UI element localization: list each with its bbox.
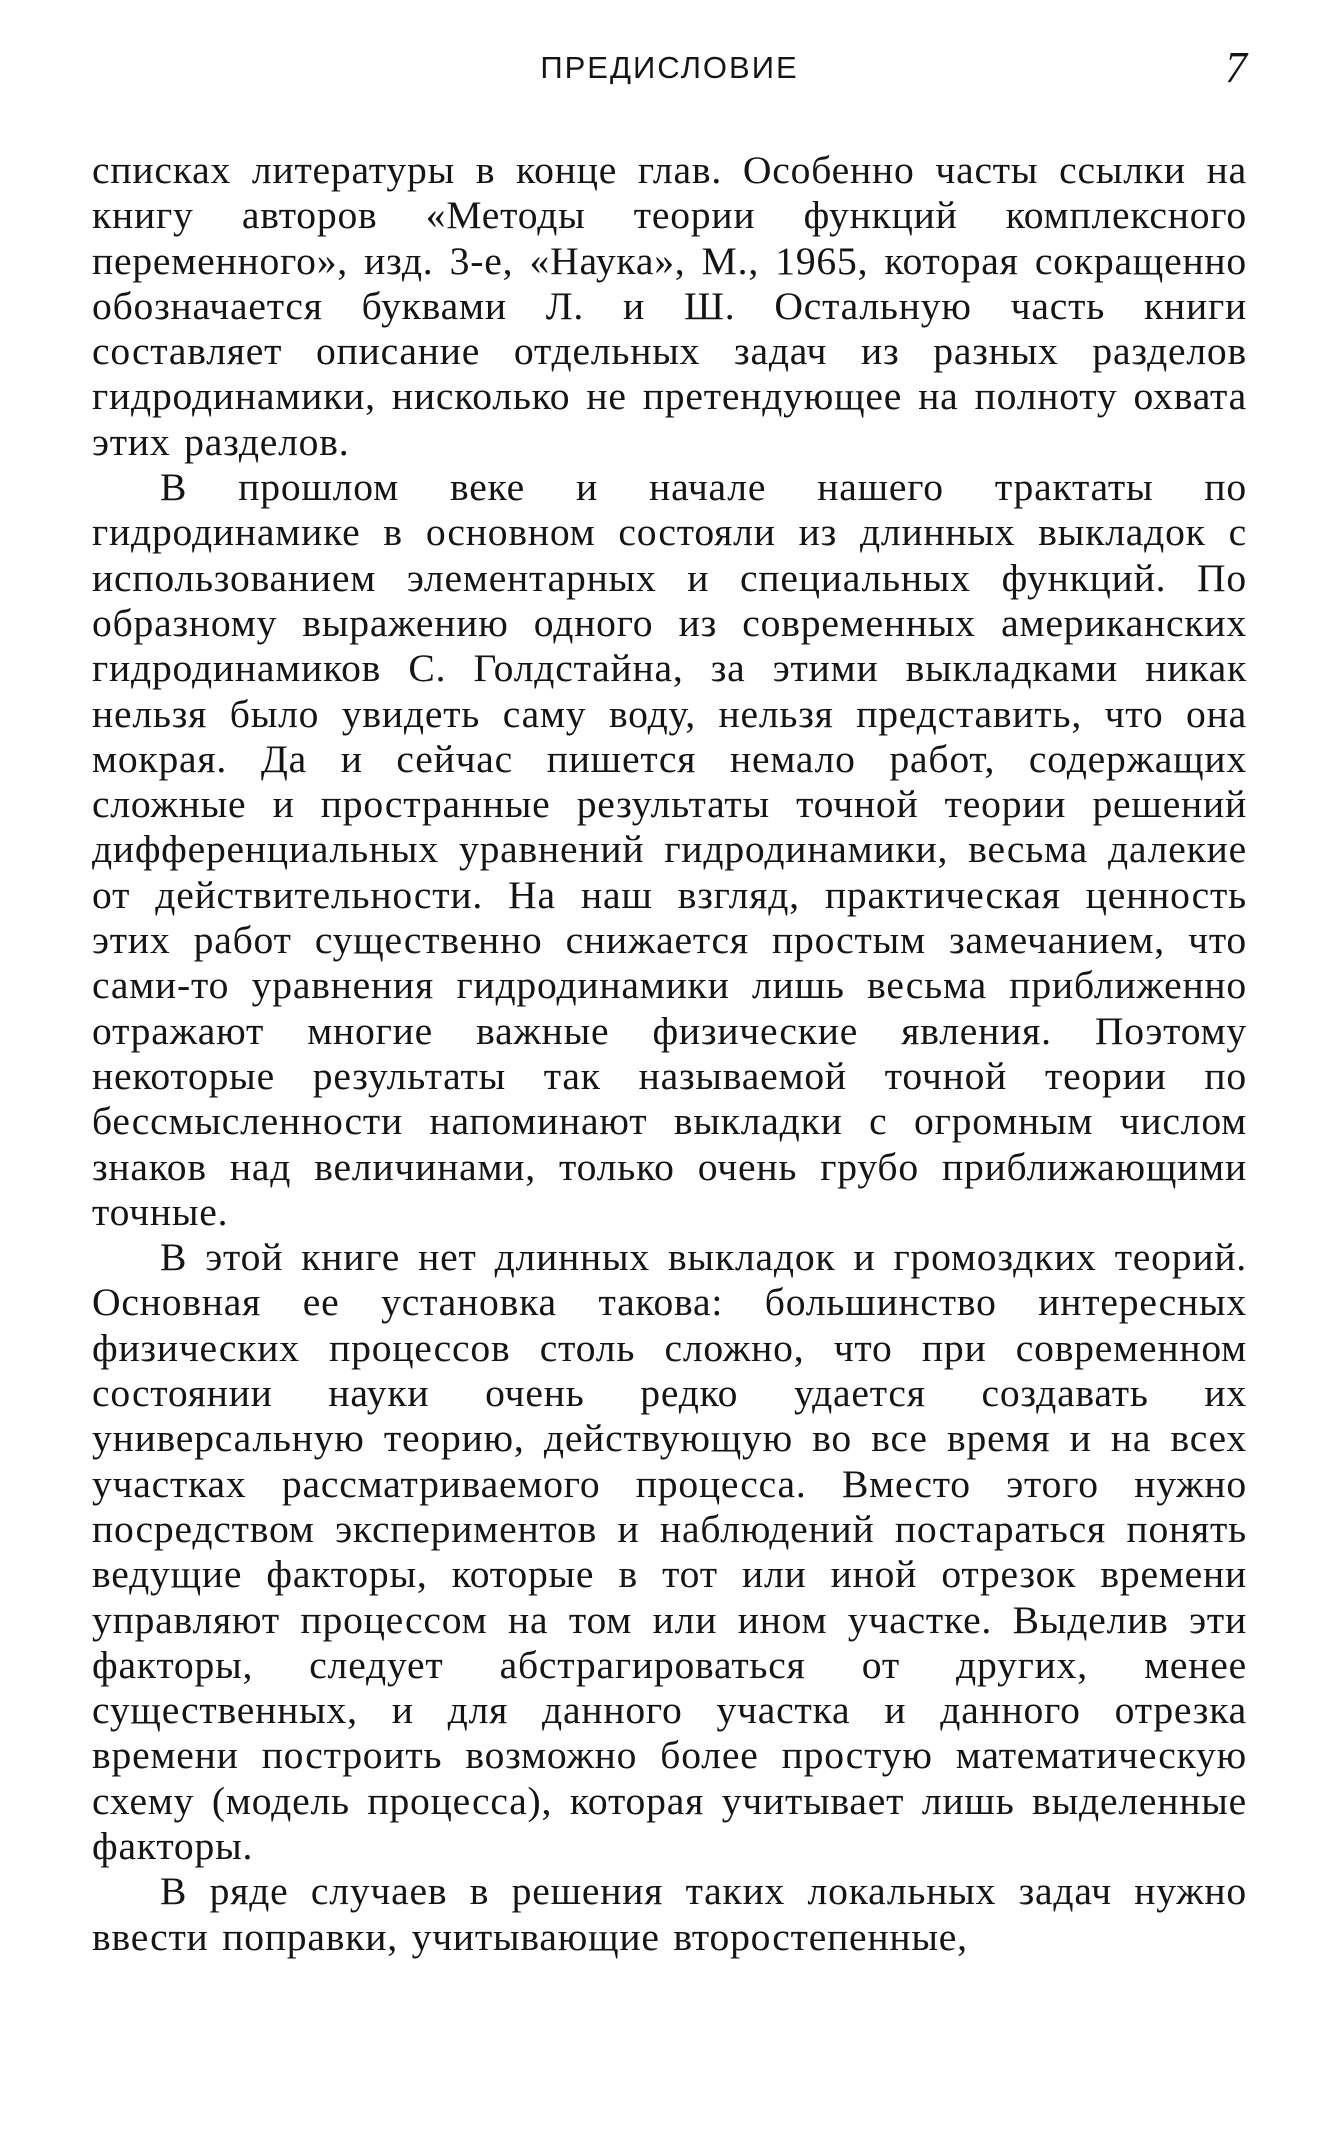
paragraph-continuation: списках литературы в конце глав. Особенно часты ссылки на книгу авторов «Методы теории функций комплексного переменного», изд. 3-е, «Наука», М., 1965, которая сокращенно обозначается буквами Л. и Ш. Остальную часть книги составляет описание отдельных задач из разных разделов гидродинамики, нисколько не претендующее на полноту охвата этих разделов. [92,148,1247,464]
running-title: ПРЕДИСЛОВИЕ [540,50,799,85]
paragraph-corrections: В ряде случаев в решения таких локальных задач нужно ввести поправки, учитывающие второстепенные, [92,1869,1247,1959]
running-header [92,43,1247,92]
page-number: 7 [1225,43,1247,92]
paragraph-book-approach: В этой книге нет длинных выкладок и громоздких теорий. Основная ее установка такова: большинство интересных физических процессов столь сложно, что при современном состоянии науки очень редко удается создавать их универсальную теорию, действующую во все время и на всех участках рассматриваемого процесса. Вместо этого нужно посредством экспериментов и наблюдений постараться понять ведущие факторы, которые в тот или иной отрезок времени управляют процессом на том или ином участке. Выделив эти факторы, следует абстрагироваться от других, менее существенных, и для данного участка и данного отрезка времени построить возможно более простую математическую схему (модель процесса), которая учитывает лишь выделенные факторы. [92,1235,1247,1868]
paragraph-treatises: В прошлом веке и начале нашего трактаты по гидродинамике в основном состояли из длинных выкладок с использованием элементарных и специальных функций. По образному выражению одного из современных американских гидродинамиков С. Голдстайна, за этими выкладками никак нельзя было увидеть саму воду, нельзя представить, что она мокрая. Да и сейчас пишется немало работ, содержащих сложные и пространные результаты точной теории решений дифференциальных уравнений гидродинамики, весьма далекие от действительности. На наш взгляд, практическая ценность этих работ существенно снижается простым замечанием, что сами-то уравнения гидродинамики лишь весьма приближенно отражают многие важные физические явления. Поэтому некоторые результаты так называемой точной теории по бессмысленности напоминают выкладки с огромным числом знаков над величинами, только очень грубо приближающими точные. [92,465,1247,1234]
body-text [92,148,1247,1960]
